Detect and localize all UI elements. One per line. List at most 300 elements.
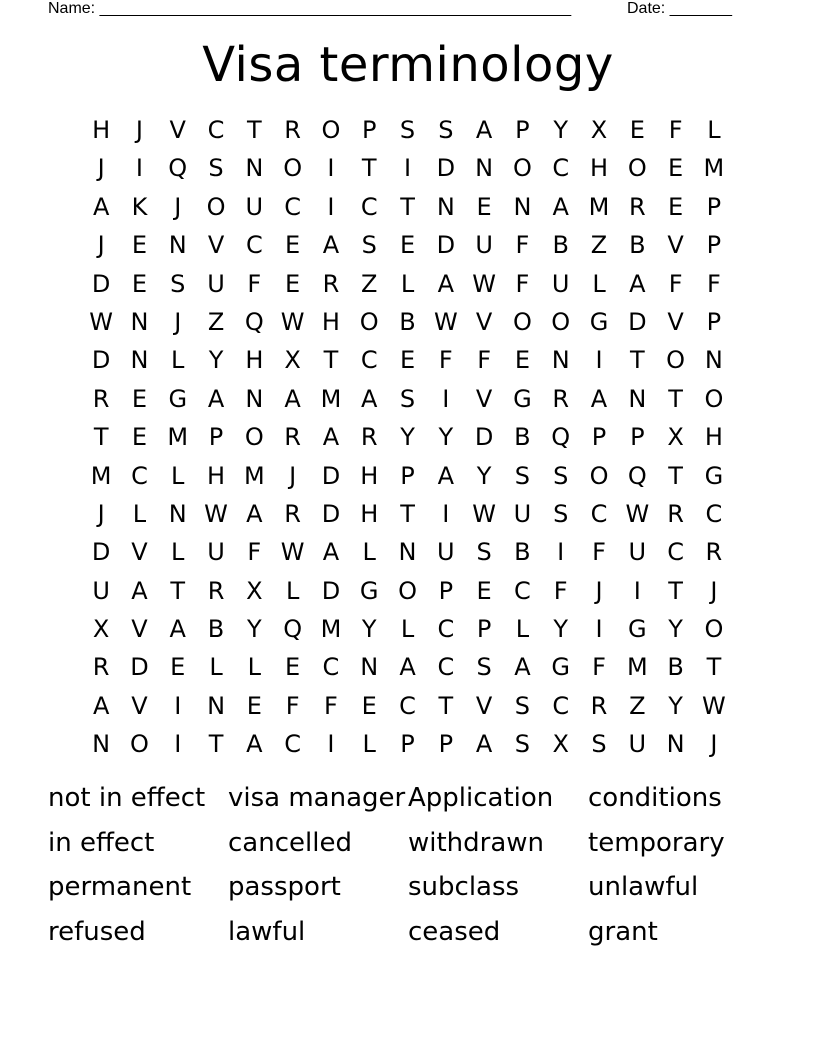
word-bank-item: withdrawn xyxy=(408,827,545,858)
grid-letter: U xyxy=(628,538,647,567)
word-bank-item: unlawful xyxy=(588,872,699,903)
grid-letter: E xyxy=(285,653,301,682)
grid-letter: I xyxy=(442,499,450,528)
grid-letter: F xyxy=(247,538,262,567)
grid-letter: G xyxy=(628,615,647,644)
grid-letter: B xyxy=(207,615,225,644)
word-bank-item: in effect xyxy=(48,827,155,858)
grid-letter: E xyxy=(399,346,416,375)
grid-letter: S xyxy=(591,730,607,759)
grid-letter: F xyxy=(668,269,683,298)
grid-letter: N xyxy=(398,538,417,567)
grid-letter: C xyxy=(284,192,302,221)
grid-letter: O xyxy=(704,384,724,413)
grid-letter: B xyxy=(399,307,416,336)
grid-row xyxy=(82,265,734,303)
grid-letter: V xyxy=(131,691,148,720)
grid-letter: W xyxy=(472,499,496,528)
grid-letter: J xyxy=(97,499,105,528)
grid-letter: D xyxy=(91,538,111,567)
grid-letter: V xyxy=(667,231,684,260)
grid-letter: S xyxy=(514,691,531,720)
grid-letter: I xyxy=(557,538,565,567)
grid-letter: L xyxy=(707,116,721,144)
grid-letter: O xyxy=(666,346,686,375)
grid-letter: I xyxy=(595,615,603,644)
grid-letter: Y xyxy=(553,116,569,144)
grid-letter: N xyxy=(207,691,226,720)
grid-letter: W xyxy=(280,307,305,336)
grid-letter: I xyxy=(174,730,182,759)
grid-letter: V xyxy=(131,538,148,567)
grid-letter: G xyxy=(551,653,571,682)
grid-letter: P xyxy=(630,423,645,452)
grid-letter: P xyxy=(361,116,377,144)
grid-letter: A xyxy=(514,653,531,682)
grid-letter: Q xyxy=(627,461,647,490)
grid-letter: C xyxy=(667,538,684,567)
grid-letter: W xyxy=(204,499,228,528)
grid-letter: I xyxy=(442,384,450,413)
grid-letter: U xyxy=(475,231,493,260)
grid-letter: A xyxy=(322,538,340,567)
grid-letter: B xyxy=(552,231,569,260)
grid-letter: J xyxy=(135,116,143,144)
grid-letter: X xyxy=(246,576,263,605)
grid-letter: F xyxy=(592,653,606,682)
grid-letter: Z xyxy=(629,691,646,720)
grid-letter: A xyxy=(361,384,378,413)
grid-row xyxy=(82,303,734,341)
word-bank-item: subclass xyxy=(408,872,520,903)
grid-letter: C xyxy=(437,653,455,682)
grid-letter: S xyxy=(399,116,416,144)
grid-letter: N xyxy=(130,346,149,375)
grid-letter: W xyxy=(433,307,458,336)
grid-letter: O xyxy=(627,154,647,183)
grid-letter: S xyxy=(208,154,224,183)
grid-letter: F xyxy=(324,691,338,720)
grid-letter: O xyxy=(512,154,532,183)
grid-letter: A xyxy=(590,384,608,413)
grid-letter: G xyxy=(359,576,379,605)
grid-letter: V xyxy=(207,231,225,260)
grid-row xyxy=(82,725,734,763)
grid-letter: W xyxy=(280,538,305,567)
grid-letter: W xyxy=(702,691,726,720)
grid-row xyxy=(82,188,734,226)
grid-letter: J xyxy=(710,576,718,605)
grid-letter: D xyxy=(436,154,456,183)
grid-letter: Q xyxy=(283,615,303,644)
grid-letter: P xyxy=(438,730,454,759)
grid-letter: A xyxy=(284,384,301,413)
grid-letter: R xyxy=(322,269,340,298)
grid-letter: G xyxy=(589,307,609,336)
grid-letter: E xyxy=(131,231,148,260)
grid-letter: G xyxy=(513,384,532,413)
grid-letter: I xyxy=(327,192,335,221)
grid-letter: E xyxy=(629,116,645,144)
grid-letter: B xyxy=(629,231,646,260)
grid-row xyxy=(82,457,734,495)
grid-letter: A xyxy=(552,192,569,221)
grid-letter: D xyxy=(130,653,149,682)
grid-letter: P xyxy=(706,307,722,336)
grid-letter: L xyxy=(362,538,376,567)
grid-letter: M xyxy=(588,192,610,221)
grid-letter: N xyxy=(666,730,685,759)
grid-letter: F xyxy=(553,576,568,605)
grid-letter: P xyxy=(438,576,454,605)
grid-letter: S xyxy=(170,269,186,298)
grid-letter: N xyxy=(628,384,647,413)
grid-letter: T xyxy=(438,691,454,720)
grid-letter: S xyxy=(399,384,416,413)
grid-letter: F xyxy=(285,691,300,720)
word-bank-item: visa manager xyxy=(228,783,406,813)
grid-letter: I xyxy=(633,576,641,605)
word-bank-item: passport xyxy=(228,872,341,903)
grid-letter: S xyxy=(514,730,531,759)
grid-row xyxy=(82,533,734,571)
grid-letter: H xyxy=(360,461,379,490)
grid-letter: D xyxy=(321,461,341,490)
grid-letter: D xyxy=(321,499,341,528)
grid-letter: L xyxy=(247,653,262,682)
grid-letter: U xyxy=(92,576,110,605)
grid-letter: A xyxy=(92,192,110,221)
grid-letter: X xyxy=(667,423,684,452)
grid-letter: D xyxy=(628,307,647,336)
grid-letter: O xyxy=(321,116,341,144)
grid-letter: L xyxy=(209,653,223,682)
grid-letter: R xyxy=(360,423,378,452)
grid-letter: J xyxy=(710,730,718,759)
grid-letter: L xyxy=(171,461,185,490)
grid-letter: C xyxy=(705,499,723,528)
grid-letter: W xyxy=(472,269,496,298)
grid-letter: C xyxy=(514,576,531,605)
grid-letter: J xyxy=(289,461,297,490)
grid-letter: E xyxy=(131,384,148,413)
grid-row xyxy=(82,380,734,418)
grid-letter: Y xyxy=(553,615,569,644)
grid-letter: N xyxy=(92,730,111,759)
grid-letter: E xyxy=(285,269,301,298)
grid-letter: K xyxy=(131,192,148,221)
grid-letter: O xyxy=(398,576,417,605)
word-bank-item: permanent xyxy=(48,872,192,903)
grid-letter: P xyxy=(591,423,607,452)
grid-letter: J xyxy=(97,154,105,183)
grid-letter: A xyxy=(207,384,225,413)
grid-letter: A xyxy=(437,269,455,298)
grid-letter: R xyxy=(284,116,301,144)
grid-letter: C xyxy=(322,653,340,682)
grid-letter: M xyxy=(243,461,265,490)
grid-letter: G xyxy=(704,461,724,490)
grid-letter: E xyxy=(476,576,492,605)
grid-letter: R xyxy=(628,192,646,221)
grid-letter: S xyxy=(553,499,569,528)
grid-letter: T xyxy=(706,653,722,682)
word-bank-item: lawful xyxy=(228,917,306,948)
grid-letter: A xyxy=(322,423,340,452)
grid-letter: Y xyxy=(668,615,683,644)
grid-letter: J xyxy=(174,192,182,221)
grid-letter: U xyxy=(513,499,532,528)
grid-letter: N xyxy=(436,192,455,221)
grid-letter: X xyxy=(92,615,110,644)
grid-letter: Y xyxy=(400,423,415,452)
grid-letter: J xyxy=(97,231,105,260)
grid-letter: F xyxy=(477,346,492,375)
grid-letter: B xyxy=(514,538,531,567)
grid-letter: L xyxy=(362,730,376,759)
grid-letter: N xyxy=(360,653,379,682)
page-title: Visa terminology xyxy=(202,37,614,93)
grid-letter: L xyxy=(285,576,300,605)
grid-letter: P xyxy=(706,231,722,260)
grid-letter: T xyxy=(323,346,339,375)
grid-letter: Z xyxy=(590,231,608,260)
grid-letter: Y xyxy=(361,615,377,644)
grid-letter: S xyxy=(438,116,454,144)
grid-letter: O xyxy=(244,423,264,452)
grid-letter: E xyxy=(361,691,377,720)
grid-letter: T xyxy=(170,576,186,605)
grid-letter: J xyxy=(174,307,182,336)
grid-letter: T xyxy=(668,461,683,490)
grid-letter: H xyxy=(245,346,264,375)
grid-letter: T xyxy=(93,423,109,452)
grid-letter: L xyxy=(592,269,606,298)
grid-letter: F xyxy=(668,116,683,144)
grid-letter: V xyxy=(131,615,148,644)
grid-letter: R xyxy=(207,576,225,605)
word-bank xyxy=(48,776,768,955)
grid-letter: P xyxy=(208,423,224,452)
grid-letter: U xyxy=(628,730,647,759)
grid-letter: D xyxy=(436,231,456,260)
grid-letter: V xyxy=(667,307,684,336)
grid-letter: O xyxy=(130,730,149,759)
grid-letter: C xyxy=(437,615,455,644)
grid-row xyxy=(82,648,734,686)
grid-letter: P xyxy=(400,461,415,490)
grid-letter: O xyxy=(206,192,226,221)
word-bank-item: not in effect xyxy=(48,783,206,813)
grid-letter: H xyxy=(360,499,379,528)
grid-letter: X xyxy=(590,116,608,144)
grid-letter: L xyxy=(400,269,415,298)
grid-letter: E xyxy=(476,192,492,221)
grid-letter: V xyxy=(475,384,493,413)
grid-letter: A xyxy=(629,269,646,298)
grid-letter: I xyxy=(174,691,182,720)
grid-letter: M xyxy=(320,615,342,644)
grid-letter: A xyxy=(131,576,148,605)
grid-letter: N xyxy=(475,154,494,183)
grid-letter: U xyxy=(437,538,455,567)
grid-row xyxy=(82,111,734,149)
grid-letter: M xyxy=(167,423,189,452)
grid-letter: A xyxy=(246,499,263,528)
grid-letter: O xyxy=(283,154,303,183)
grid-letter: U xyxy=(207,269,225,298)
word-bank-item: temporary xyxy=(588,827,725,858)
grid-letter: O xyxy=(551,307,571,336)
grid-letter: I xyxy=(135,154,143,183)
grid-letter: Q xyxy=(244,307,264,336)
grid-letter: R xyxy=(590,691,608,720)
grid-letter: L xyxy=(132,499,147,528)
grid-letter: N xyxy=(513,192,532,221)
word-bank-item: ceased xyxy=(408,917,501,948)
grid-row xyxy=(82,418,734,456)
grid-letter: E xyxy=(668,192,684,221)
grid-letter: N xyxy=(245,154,264,183)
grid-letter: E xyxy=(170,653,186,682)
grid-letter: A xyxy=(475,730,493,759)
grid-letter: O xyxy=(704,615,724,644)
grid-letter: U xyxy=(207,538,225,567)
grid-letter: Q xyxy=(168,154,188,183)
grid-letter: A xyxy=(169,615,186,644)
grid-letter: C xyxy=(360,192,378,221)
grid-row xyxy=(82,226,734,264)
grid-letter: R xyxy=(705,538,723,567)
grid-letter: F xyxy=(247,269,262,298)
grid-letter: R xyxy=(552,384,570,413)
grid-letter: E xyxy=(246,691,262,720)
grid-letter: D xyxy=(91,346,111,375)
grid-letter: A xyxy=(475,116,493,144)
grid-letter: C xyxy=(207,116,225,144)
word-search-grid xyxy=(82,111,734,764)
grid-letter: C xyxy=(552,691,570,720)
grid-letter: N xyxy=(245,384,264,413)
grid-letter: T xyxy=(400,192,415,221)
grid-letter: N xyxy=(130,307,149,336)
grid-letter: B xyxy=(667,653,684,682)
grid-letter: A xyxy=(399,653,416,682)
grid-letter: F xyxy=(706,269,721,298)
grid-letter: H xyxy=(207,461,226,490)
grid-letter: H xyxy=(92,116,111,144)
grid-letter: Z xyxy=(361,269,378,298)
grid-letter: Y xyxy=(668,691,683,720)
grid-letter: T xyxy=(208,730,224,759)
grid-letter: V xyxy=(475,691,493,720)
grid-letter: I xyxy=(327,730,335,759)
grid-letter: O xyxy=(589,461,609,490)
grid-letter: C xyxy=(399,691,416,720)
word-bank-item: Application xyxy=(408,783,554,813)
grid-letter: S xyxy=(476,538,492,567)
grid-letter: Y xyxy=(247,615,262,644)
grid-row xyxy=(82,495,734,533)
grid-letter: S xyxy=(553,461,569,490)
grid-letter: M xyxy=(90,461,112,490)
grid-letter: B xyxy=(514,423,531,452)
grid-letter: A xyxy=(437,461,455,490)
grid-letter: E xyxy=(514,346,530,375)
grid-letter: C xyxy=(284,730,302,759)
grid-letter: N xyxy=(551,346,570,375)
word-bank-item: grant xyxy=(588,917,658,948)
grid-letter: D xyxy=(321,576,341,605)
grid-letter: Y xyxy=(438,423,454,452)
grid-letter: Z xyxy=(207,307,225,336)
grid-letter: T xyxy=(247,116,262,144)
word-bank-item: refused xyxy=(48,917,146,948)
grid-row xyxy=(82,149,734,187)
grid-letter: L xyxy=(515,615,530,644)
grid-letter: G xyxy=(168,384,188,413)
grid-letter: O xyxy=(359,307,379,336)
grid-row xyxy=(82,610,734,648)
grid-letter: T xyxy=(400,499,415,528)
grid-letter: C xyxy=(360,346,378,375)
grid-letter: J xyxy=(595,576,603,605)
grid-letter: A xyxy=(92,691,110,720)
grid-letter: I xyxy=(327,154,335,183)
grid-letter: P xyxy=(476,615,492,644)
grid-letter: P xyxy=(515,116,530,144)
grid-letter: H xyxy=(704,423,723,452)
grid-letter: Y xyxy=(476,461,492,490)
grid-letter: I xyxy=(595,346,603,375)
grid-letter: V xyxy=(475,307,493,336)
grid-letter: V xyxy=(169,116,186,144)
grid-letter: T xyxy=(629,346,645,375)
grid-letter: P xyxy=(400,730,415,759)
grid-letter: D xyxy=(474,423,494,452)
grid-letter: H xyxy=(589,154,609,183)
grid-letter: M xyxy=(626,653,648,682)
grid-letter: M xyxy=(320,384,342,413)
grid-letter: U xyxy=(245,192,264,221)
grid-letter: H xyxy=(321,307,340,336)
grid-letter: D xyxy=(91,269,111,298)
name-field-line: Name: _____________________________________________________ xyxy=(48,0,572,17)
grid-letter: E xyxy=(285,231,301,260)
grid-letter: A xyxy=(246,730,263,759)
grid-letter: F xyxy=(592,538,606,567)
grid-letter: T xyxy=(668,384,683,413)
grid-row xyxy=(82,341,734,379)
grid-letter: P xyxy=(706,192,722,221)
grid-letter: E xyxy=(399,231,416,260)
grid-letter: N xyxy=(168,499,187,528)
grid-letter: A xyxy=(322,231,340,260)
word-bank-item: cancelled xyxy=(228,827,352,858)
grid-letter: F xyxy=(438,346,453,375)
grid-letter: R xyxy=(284,499,301,528)
grid-letter: X xyxy=(552,730,569,759)
grid-letter: N xyxy=(168,231,187,260)
grid-letter: S xyxy=(476,653,492,682)
grid-letter: C xyxy=(590,499,608,528)
grid-letter: F xyxy=(515,231,530,260)
grid-letter: R xyxy=(284,423,301,452)
grid-letter: L xyxy=(400,615,415,644)
grid-letter: W xyxy=(89,307,114,336)
grid-letter: L xyxy=(171,346,185,375)
grid-letter: T xyxy=(668,576,683,605)
